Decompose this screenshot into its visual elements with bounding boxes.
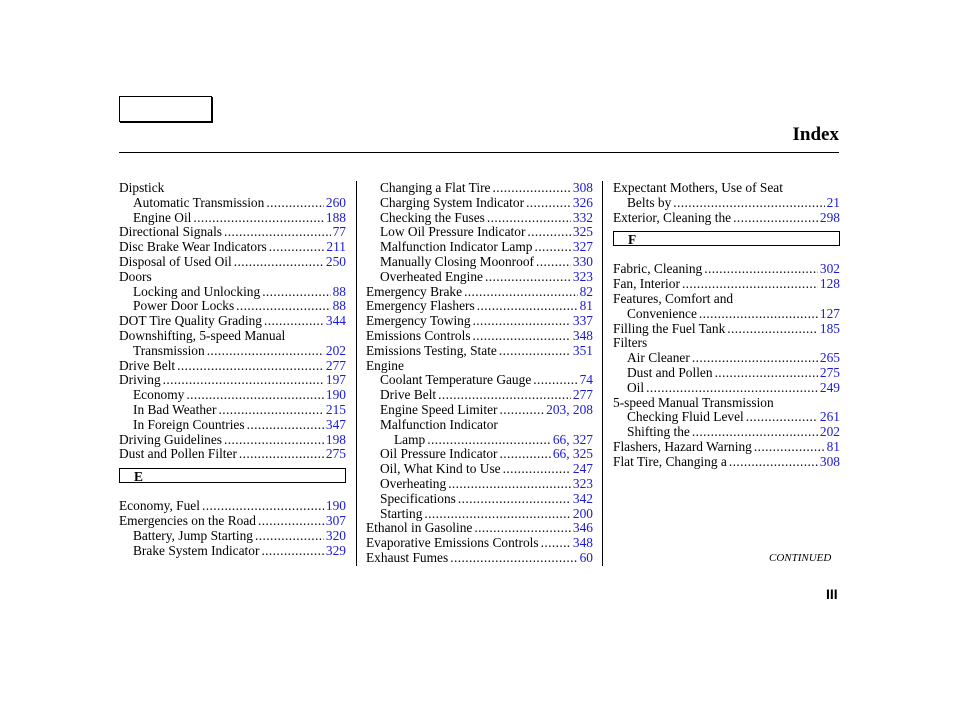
index-entry-text: Evaporative Emissions Controls [366, 535, 539, 551]
index-entry[interactable] [366, 536, 593, 551]
index-column-3 [613, 181, 840, 470]
page-reference-link[interactable]: 277 [572, 387, 593, 403]
index-entry-text: Economy, Fuel [119, 498, 200, 514]
dot-leader [746, 410, 818, 425]
index-entry-text: Oil, What Kind to Use [380, 461, 501, 477]
index-entry-text: Convenience [627, 305, 697, 321]
index-entry[interactable] [366, 181, 593, 196]
index-entry-text: Emissions Testing, State [366, 342, 497, 358]
index-entry-text: Doors [119, 268, 152, 284]
index-entry[interactable] [366, 314, 593, 329]
index-entry-text: Flashers, Hazard Warning [613, 438, 752, 454]
dot-leader [424, 507, 571, 522]
page-reference-link[interactable]: 128 [819, 276, 840, 292]
index-column-2 [366, 181, 593, 566]
page-reference-link[interactable]: 307 [325, 512, 346, 528]
index-entry-text: Exterior, Cleaning the [613, 209, 732, 225]
page-reference-link[interactable]: 66, 327 [552, 431, 593, 447]
index-entry[interactable] [366, 329, 593, 344]
index-entry[interactable] [613, 277, 840, 292]
index-entry-text: Malfunction Indicator Lamp [380, 239, 533, 255]
index-entry [119, 270, 346, 285]
page-reference-link[interactable]: 215 [325, 401, 346, 417]
dot-leader [177, 359, 324, 374]
dot-leader [682, 277, 818, 292]
index-entry-text: Checking Fluid Level [627, 409, 744, 425]
page-reference-link[interactable]: 185 [819, 320, 840, 336]
index-entry[interactable] [119, 211, 346, 226]
index-entry[interactable] [613, 410, 840, 425]
dot-leader [487, 211, 571, 226]
index-entry-text: Low Oil Pressure Indicator [380, 224, 526, 240]
index-entry [366, 418, 593, 433]
index-entry-text: DOT Tire Quality Grading [119, 313, 262, 329]
page-reference-link[interactable]: 325 [572, 224, 593, 240]
index-entry [613, 336, 840, 351]
dot-leader [450, 551, 577, 566]
index-entry [119, 329, 346, 344]
index-entry[interactable] [119, 225, 346, 240]
page-reference-link[interactable]: 308 [819, 453, 840, 469]
index-entry[interactable] [366, 240, 593, 255]
page-reference-link[interactable]: 260 [325, 194, 346, 210]
dot-leader [202, 499, 324, 514]
page-reference-link[interactable]: 346 [572, 520, 593, 536]
index-entry[interactable] [119, 299, 346, 314]
section-tab-box [119, 96, 212, 122]
index-entry-text: Dipstick [119, 180, 165, 195]
header-rule [119, 152, 839, 153]
page-reference-link[interactable]: 74 [579, 372, 593, 388]
dot-leader [247, 418, 324, 433]
page-reference-link[interactable]: 81 [826, 438, 840, 454]
index-entry-text: Exhaust Fumes [366, 549, 449, 565]
column-divider [602, 181, 603, 566]
index-entry[interactable] [366, 299, 593, 314]
index-entry[interactable] [613, 381, 840, 396]
dot-leader [536, 255, 571, 270]
dot-leader [224, 225, 331, 240]
dot-leader [269, 240, 325, 255]
index-entry[interactable] [366, 225, 593, 240]
dot-leader [236, 299, 330, 314]
page-reference-link[interactable]: 247 [572, 461, 593, 477]
dot-leader [239, 447, 324, 462]
index-entry-text: Air Cleaner [627, 350, 690, 366]
index-entry-text: Driving Guidelines [119, 431, 223, 447]
dot-leader [673, 196, 824, 211]
index-entry[interactable] [613, 366, 840, 381]
index-entry[interactable] [119, 388, 346, 403]
index-entry[interactable] [613, 307, 840, 322]
index-entry-text: Overheated Engine [380, 268, 483, 284]
page-reference-link[interactable]: 250 [325, 253, 346, 269]
index-entry-text: Lamp [394, 431, 426, 447]
page-reference-link[interactable]: 81 [579, 298, 593, 314]
page-reference-link[interactable]: 329 [325, 542, 346, 558]
page-reference-link[interactable]: 348 [572, 327, 593, 343]
page-reference-link[interactable]: 308 [572, 180, 593, 195]
index-entry[interactable] [613, 262, 840, 277]
page-reference-link[interactable]: 323 [572, 475, 593, 491]
dot-leader [458, 492, 571, 507]
index-entry[interactable] [366, 403, 593, 418]
index-entry-text: Engine Speed Limiter [380, 401, 498, 417]
index-entry[interactable] [119, 447, 346, 462]
index-entry-text: Economy [133, 387, 185, 403]
dot-leader [541, 536, 571, 551]
index-entry-text: Locking and Unlocking [133, 283, 261, 299]
index-entry-text: Filling the Fuel Tank [613, 320, 726, 336]
index-entry[interactable] [613, 455, 840, 470]
index-entry-text: Disc Brake Wear Indicators [119, 239, 267, 255]
index-entry-text: Starting [380, 505, 423, 521]
page-reference-link[interactable]: 326 [572, 194, 593, 210]
index-entry[interactable] [119, 403, 346, 418]
index-entry[interactable] [119, 514, 346, 529]
index-entry[interactable] [119, 373, 346, 388]
index-entry[interactable] [119, 255, 346, 270]
dot-leader [427, 433, 551, 448]
page-reference-link[interactable]: 88 [332, 298, 346, 314]
dot-leader [499, 344, 571, 359]
page-reference-link[interactable]: 261 [819, 409, 840, 425]
index-entry[interactable] [366, 211, 593, 226]
dot-leader [266, 196, 324, 211]
page-reference-link[interactable]: 351 [572, 342, 593, 358]
page-reference-link[interactable]: 275 [819, 364, 840, 380]
page-reference-link[interactable]: 249 [819, 379, 840, 395]
dot-leader [485, 270, 571, 285]
index-entry-text: Malfunction Indicator [380, 416, 498, 432]
index-entry[interactable] [366, 270, 593, 285]
page-reference-link[interactable]: 337 [572, 313, 593, 329]
index-entry[interactable] [613, 322, 840, 337]
index-entry-text: Oil [627, 379, 645, 395]
page-reference-link[interactable]: 202 [325, 342, 346, 358]
dot-leader [474, 521, 571, 536]
column-divider [356, 181, 357, 566]
page-reference-link[interactable]: 277 [325, 357, 346, 373]
index-entry-text: Shifting the [627, 424, 690, 440]
index-entry[interactable] [366, 388, 593, 403]
page-reference-link[interactable]: 190 [325, 498, 346, 514]
dot-leader [534, 240, 570, 255]
index-entry-text: Power Door Locks [133, 298, 235, 314]
dot-leader [448, 477, 571, 492]
index-entry-text: 5-speed Manual Transmission [613, 394, 774, 410]
index-entry[interactable] [366, 285, 593, 300]
index-entry-text: Dust and Pollen [627, 364, 713, 380]
index-entry-text: Charging System Indicator [380, 194, 525, 210]
index-entry[interactable] [613, 196, 840, 211]
index-entry-text: Driving [119, 372, 161, 388]
dot-leader [500, 447, 551, 462]
page-reference-link[interactable]: 332 [572, 209, 593, 225]
index-entry-text: Coolant Temperature Gauge [380, 372, 532, 388]
dot-leader [261, 544, 323, 559]
index-entry-text: Engine [366, 357, 404, 373]
index-entry [613, 181, 840, 196]
page-reference-link[interactable]: 302 [819, 261, 840, 277]
index-entry[interactable] [119, 196, 346, 211]
index-entry-text: Overheating [380, 475, 447, 491]
dot-leader [699, 307, 818, 322]
page-number: III [826, 586, 838, 602]
index-entry-text: Expectant Mothers, Use of Seat [613, 180, 783, 195]
dot-leader [224, 433, 324, 448]
dot-leader [692, 425, 818, 440]
index-entry-text: Specifications [380, 490, 456, 506]
continued-note: CONTINUED [769, 552, 832, 564]
page-reference-link[interactable]: 330 [572, 253, 593, 269]
dot-leader [193, 211, 324, 226]
index-entry-text: Emergencies on the Road [119, 512, 256, 528]
page-reference-link[interactable]: 344 [325, 313, 346, 329]
page-reference-link[interactable]: 327 [572, 239, 593, 255]
dot-leader [492, 181, 570, 196]
index-entry-text: Engine Oil [133, 209, 192, 225]
index-entry[interactable] [366, 551, 593, 566]
page-reference-link[interactable]: 342 [572, 490, 593, 506]
index-entry[interactable] [119, 499, 346, 514]
section-letter-header: E [119, 468, 346, 483]
index-entry[interactable] [613, 211, 840, 226]
index-entry[interactable] [119, 285, 346, 300]
dot-leader [264, 314, 324, 329]
dot-leader [473, 314, 571, 329]
index-entry-text: Belts by [627, 194, 672, 210]
index-entry[interactable] [366, 477, 593, 492]
page-reference-link[interactable]: 298 [819, 209, 840, 225]
section-letter-header: F [613, 231, 840, 246]
index-entry[interactable] [613, 425, 840, 440]
dot-leader [727, 322, 818, 337]
index-entry-text: Dust and Pollen Filter [119, 446, 237, 462]
index-entry[interactable] [119, 544, 346, 559]
index-entry-text: Emergency Brake [366, 283, 463, 299]
index-entry [613, 396, 840, 411]
dot-leader [473, 329, 571, 344]
page-reference-link[interactable]: 348 [572, 535, 593, 551]
dot-leader [733, 211, 818, 226]
index-entry-text: Emergency Towing [366, 313, 471, 329]
page-reference-link[interactable]: 127 [819, 305, 840, 321]
index-entry[interactable] [119, 240, 346, 255]
index-entry[interactable] [613, 351, 840, 366]
dot-leader [715, 366, 818, 381]
page-reference-link[interactable]: 200 [572, 505, 593, 521]
index-entry-text: Emissions Controls [366, 327, 471, 343]
index-entry[interactable] [119, 314, 346, 329]
index-entry[interactable] [119, 359, 346, 374]
index-entry[interactable] [366, 255, 593, 270]
dot-leader [186, 388, 324, 403]
index-entry-text: Emergency Flashers [366, 298, 475, 314]
index-entry [119, 181, 346, 196]
page-reference-link[interactable]: 320 [325, 527, 346, 543]
index-entry-text: Automatic Transmission [133, 194, 265, 210]
dot-leader [207, 344, 324, 359]
index-entry-text: In Foreign Countries [133, 416, 245, 432]
dot-leader [729, 455, 818, 470]
page-reference-link[interactable]: 203, 208 [546, 401, 593, 417]
dot-leader [503, 462, 571, 477]
index-entry[interactable] [366, 433, 593, 448]
index-entry-text: Flat Tire, Changing a [613, 453, 727, 469]
dot-leader [477, 299, 578, 314]
index-entry-text: Fabric, Cleaning [613, 261, 703, 277]
page-reference-link[interactable]: 347 [325, 416, 346, 432]
index-entry [366, 359, 593, 374]
index-entry-text: Checking the Fuses [380, 209, 485, 225]
page-reference-link[interactable]: 197 [325, 372, 346, 388]
index-entry[interactable] [119, 418, 346, 433]
dot-leader [754, 440, 825, 455]
index-entry-text: Fan, Interior [613, 276, 680, 292]
index-entry-text: Battery, Jump Starting [133, 527, 254, 543]
dot-leader [258, 514, 324, 529]
page-reference-link[interactable]: 188 [325, 209, 346, 225]
dot-leader [692, 351, 818, 366]
index-entry[interactable] [366, 521, 593, 536]
page-reference-link[interactable]: 265 [819, 350, 840, 366]
index-entry[interactable] [119, 529, 346, 544]
index-entry-text: Features, Comfort and [613, 290, 734, 306]
index-entry-text: Drive Belt [380, 387, 437, 403]
page-reference-link[interactable]: 198 [325, 431, 346, 447]
index-entry[interactable] [366, 507, 593, 522]
index-entry[interactable] [119, 344, 346, 359]
index-entry-text: Transmission [133, 342, 205, 358]
dot-leader [527, 225, 571, 240]
dot-leader [526, 196, 571, 211]
index-entry[interactable] [119, 433, 346, 448]
index-entry-text: Oil Pressure Indicator [380, 446, 498, 462]
index-entry-text: Drive Belt [119, 357, 176, 373]
page-reference-link[interactable]: 82 [579, 283, 593, 299]
index-column-1 [119, 181, 346, 558]
page-reference-link[interactable]: 275 [325, 446, 346, 462]
dot-leader [255, 529, 324, 544]
index-entry[interactable] [613, 440, 840, 455]
index-entry-text: Ethanol in Gasoline [366, 520, 473, 536]
dot-leader [704, 262, 818, 277]
dot-leader [234, 255, 324, 270]
index-entry-text: Changing a Flat Tire [380, 180, 491, 195]
page-reference-link[interactable]: 190 [325, 387, 346, 403]
index-entry[interactable] [366, 373, 593, 388]
dot-leader [646, 381, 818, 396]
page-reference-link[interactable]: 60 [579, 549, 593, 565]
index-entry-text: Brake System Indicator [133, 542, 260, 558]
index-entry[interactable] [366, 462, 593, 477]
dot-leader [438, 388, 571, 403]
index-entry[interactable] [366, 492, 593, 507]
dot-leader [464, 285, 578, 300]
page-reference-link[interactable]: 202 [819, 424, 840, 440]
dot-leader [262, 285, 330, 300]
page-title: Index [792, 124, 839, 145]
page-reference-link[interactable]: 88 [332, 283, 346, 299]
index-entry[interactable] [366, 447, 593, 462]
index-entry-text: Directional Signals [119, 224, 223, 240]
dot-leader [218, 403, 323, 418]
index-entry-text: Disposal of Used Oil [119, 253, 232, 269]
dot-leader [500, 403, 545, 418]
dot-leader [533, 373, 577, 388]
page-reference-link[interactable]: 323 [572, 268, 593, 284]
index-entry[interactable] [366, 196, 593, 211]
index-entry-text: In Bad Weather [133, 401, 217, 417]
index-entry-text: Filters [613, 335, 648, 351]
index-entry[interactable] [366, 344, 593, 359]
dot-leader [163, 373, 324, 388]
index-entry [613, 292, 840, 307]
index-entry-text: Manually Closing Moonroof [380, 253, 534, 269]
page-reference-link[interactable]: 77 [332, 224, 346, 240]
page-reference-link[interactable]: 211 [326, 239, 346, 255]
page-reference-link[interactable]: 66, 325 [552, 446, 593, 462]
index-entry-text: Downshifting, 5-speed Manual [119, 327, 286, 343]
page-reference-link[interactable]: 21 [826, 194, 840, 210]
